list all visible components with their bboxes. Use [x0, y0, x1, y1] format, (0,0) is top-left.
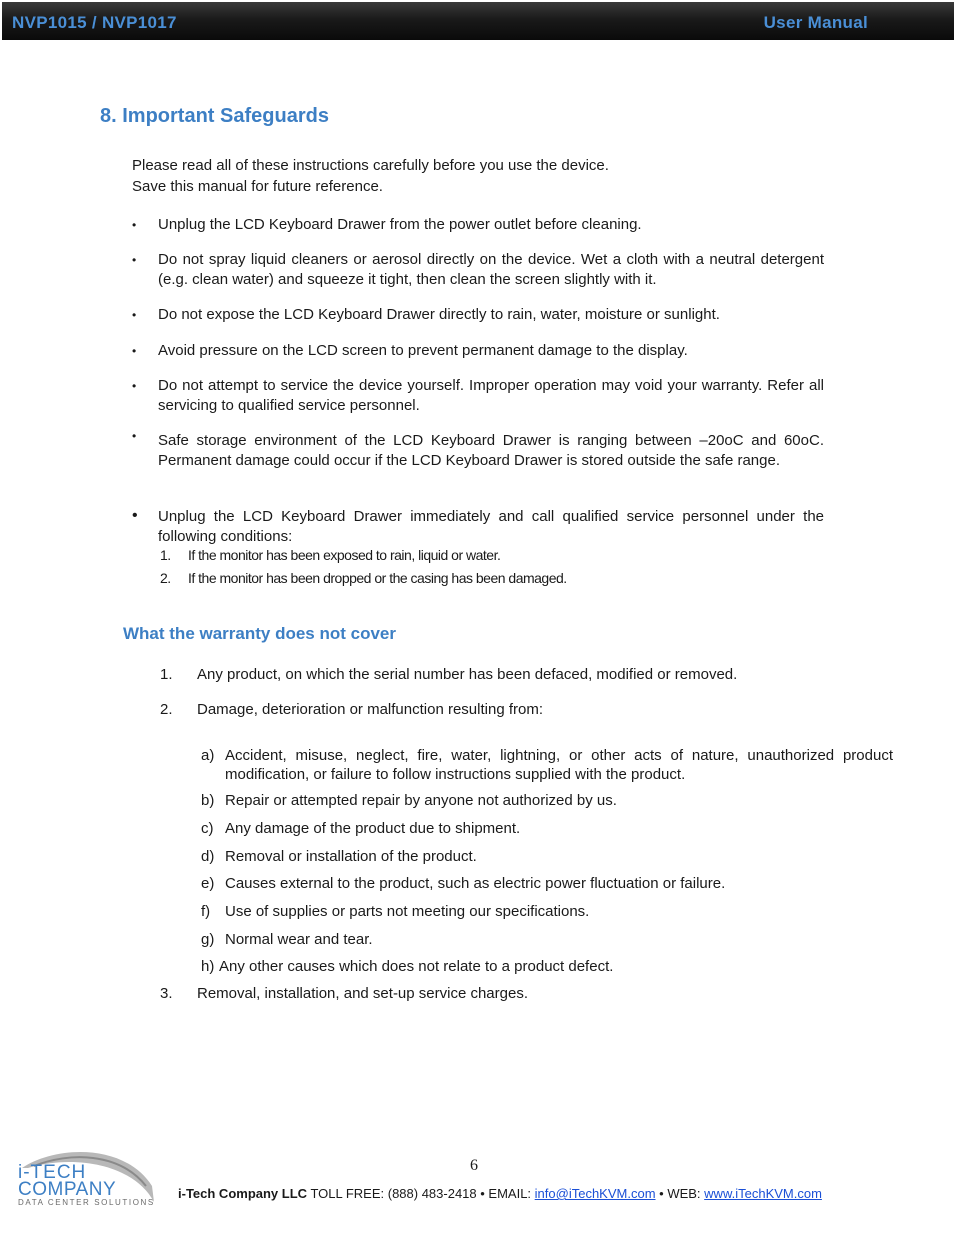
footer-tollfree: TOLL FREE: (888) 483-2418 • EMAIL: [310, 1186, 532, 1201]
safeguard-item [132, 341, 824, 361]
bullet-dot-icon: • [132, 253, 137, 267]
bullet-dot-icon: • [132, 429, 137, 443]
bullet-dot-icon: • [132, 379, 137, 393]
safeguard-text: Safe storage environment of the LCD Keyboard Drawer is ranging between –20oC and 60oC. Permanent damage could occur if the LCD Keyboard Drawer is stored outside the safe range. [158, 432, 824, 469]
header-bar [2, 2, 954, 40]
bullet-dot-icon: • [132, 308, 137, 322]
warranty-sub-item: g) Normal wear and tear. [201, 931, 373, 948]
page-number: 6 [470, 1157, 478, 1174]
safeguard-text: Unplug the LCD Keyboard Drawer from the power outlet before cleaning. [158, 216, 642, 233]
safeguard-text: Unplug the LCD Keyboard Drawer immediately and call qualified service personnel under the following conditions: [158, 508, 824, 545]
footer-web-label: • WEB: [659, 1186, 701, 1201]
company-logo [14, 1146, 164, 1210]
warranty-item: 3. Removal, installation, and set-up service charges. [160, 985, 528, 1002]
bullet-dot-icon: • [132, 344, 137, 358]
warranty-sub-item: c) Any damage of the product due to shipment. [201, 820, 521, 837]
safeguard-text: Do not spray liquid cleaners or aerosol directly on the device. Wet a cloth with a neutral detergent (e.g. clean water) and squeeze it tight, then clean the screen slightly with it. [158, 251, 824, 288]
safeguard-item [132, 250, 824, 290]
warranty-item: 2. Damage, deterioration or malfunction resulting from: [160, 701, 543, 718]
footer-company: i-Tech Company LLC [178, 1186, 308, 1201]
header-product-title: NVP1015 / NVP1017 [12, 13, 177, 32]
header-manual-title: User Manual [763, 13, 868, 32]
logo-tagline: DATA CENTER SOLUTIONS [18, 1198, 155, 1207]
warranty-sub-item: h) Any other causes which does not relate to a product defect. [201, 958, 614, 975]
warranty-sub-item: f) Use of supplies or parts not meeting our specifications. [201, 903, 590, 920]
safeguard-item [132, 431, 824, 491]
logo-line-1: i-TECH [18, 1162, 87, 1183]
warranty-sub-item: b) Repair or attempted repair by anyone not authorized by us. [201, 792, 617, 809]
warranty-item: 1. Any product, on which the serial number has been defaced, modified or removed. [160, 666, 738, 683]
warranty-sub-item: e) Causes external to the product, such as electric power fluctuation or failure. [201, 875, 726, 892]
warranty-sub-item: d) Removal or installation of the product. [201, 848, 477, 865]
bullet-dot-icon: • [132, 507, 138, 524]
footer-contact [178, 1186, 822, 1201]
section-title: 8. Important Safeguards [100, 105, 329, 127]
footer-web-link[interactable]: www.iTechKVM.com [704, 1186, 822, 1201]
safeguard-item [132, 215, 824, 235]
warranty-title: What the warranty does not cover [123, 624, 396, 643]
safeguard-text: Do not attempt to service the device yourself. Improper operation may void your warranty. Refer all servicing to qualified service personnel. [158, 377, 824, 414]
intro-line-1: Please read all of these instructions carefully before you use the device. [132, 157, 609, 174]
safeguard-text: Avoid pressure on the LCD screen to prevent permanent damage to the display. [158, 342, 688, 359]
safeguard-item [132, 507, 824, 547]
bullet-dot-icon: • [132, 218, 137, 232]
safeguard-item [132, 305, 824, 325]
condition-item: 1. If the monitor has been exposed to rain, liquid or water. [160, 547, 501, 563]
intro-line-2: Save this manual for future reference. [132, 178, 383, 195]
safeguard-text: Do not expose the LCD Keyboard Drawer directly to rain, water, moisture or sunlight. [158, 306, 720, 323]
warranty-sub-item: a) Accident, misuse, neglect, fire, water, lightning, or other acts of nature, unauthorized product modification, or failure to follow instructions supplied with the product. [201, 747, 893, 783]
footer-email-link[interactable]: info@iTechKVM.com [534, 1186, 656, 1201]
safeguard-item [132, 376, 824, 416]
condition-item: 2. If the monitor has been dropped or the casing has been damaged. [160, 570, 567, 586]
logo-line-2: COMPANY [18, 1179, 117, 1200]
